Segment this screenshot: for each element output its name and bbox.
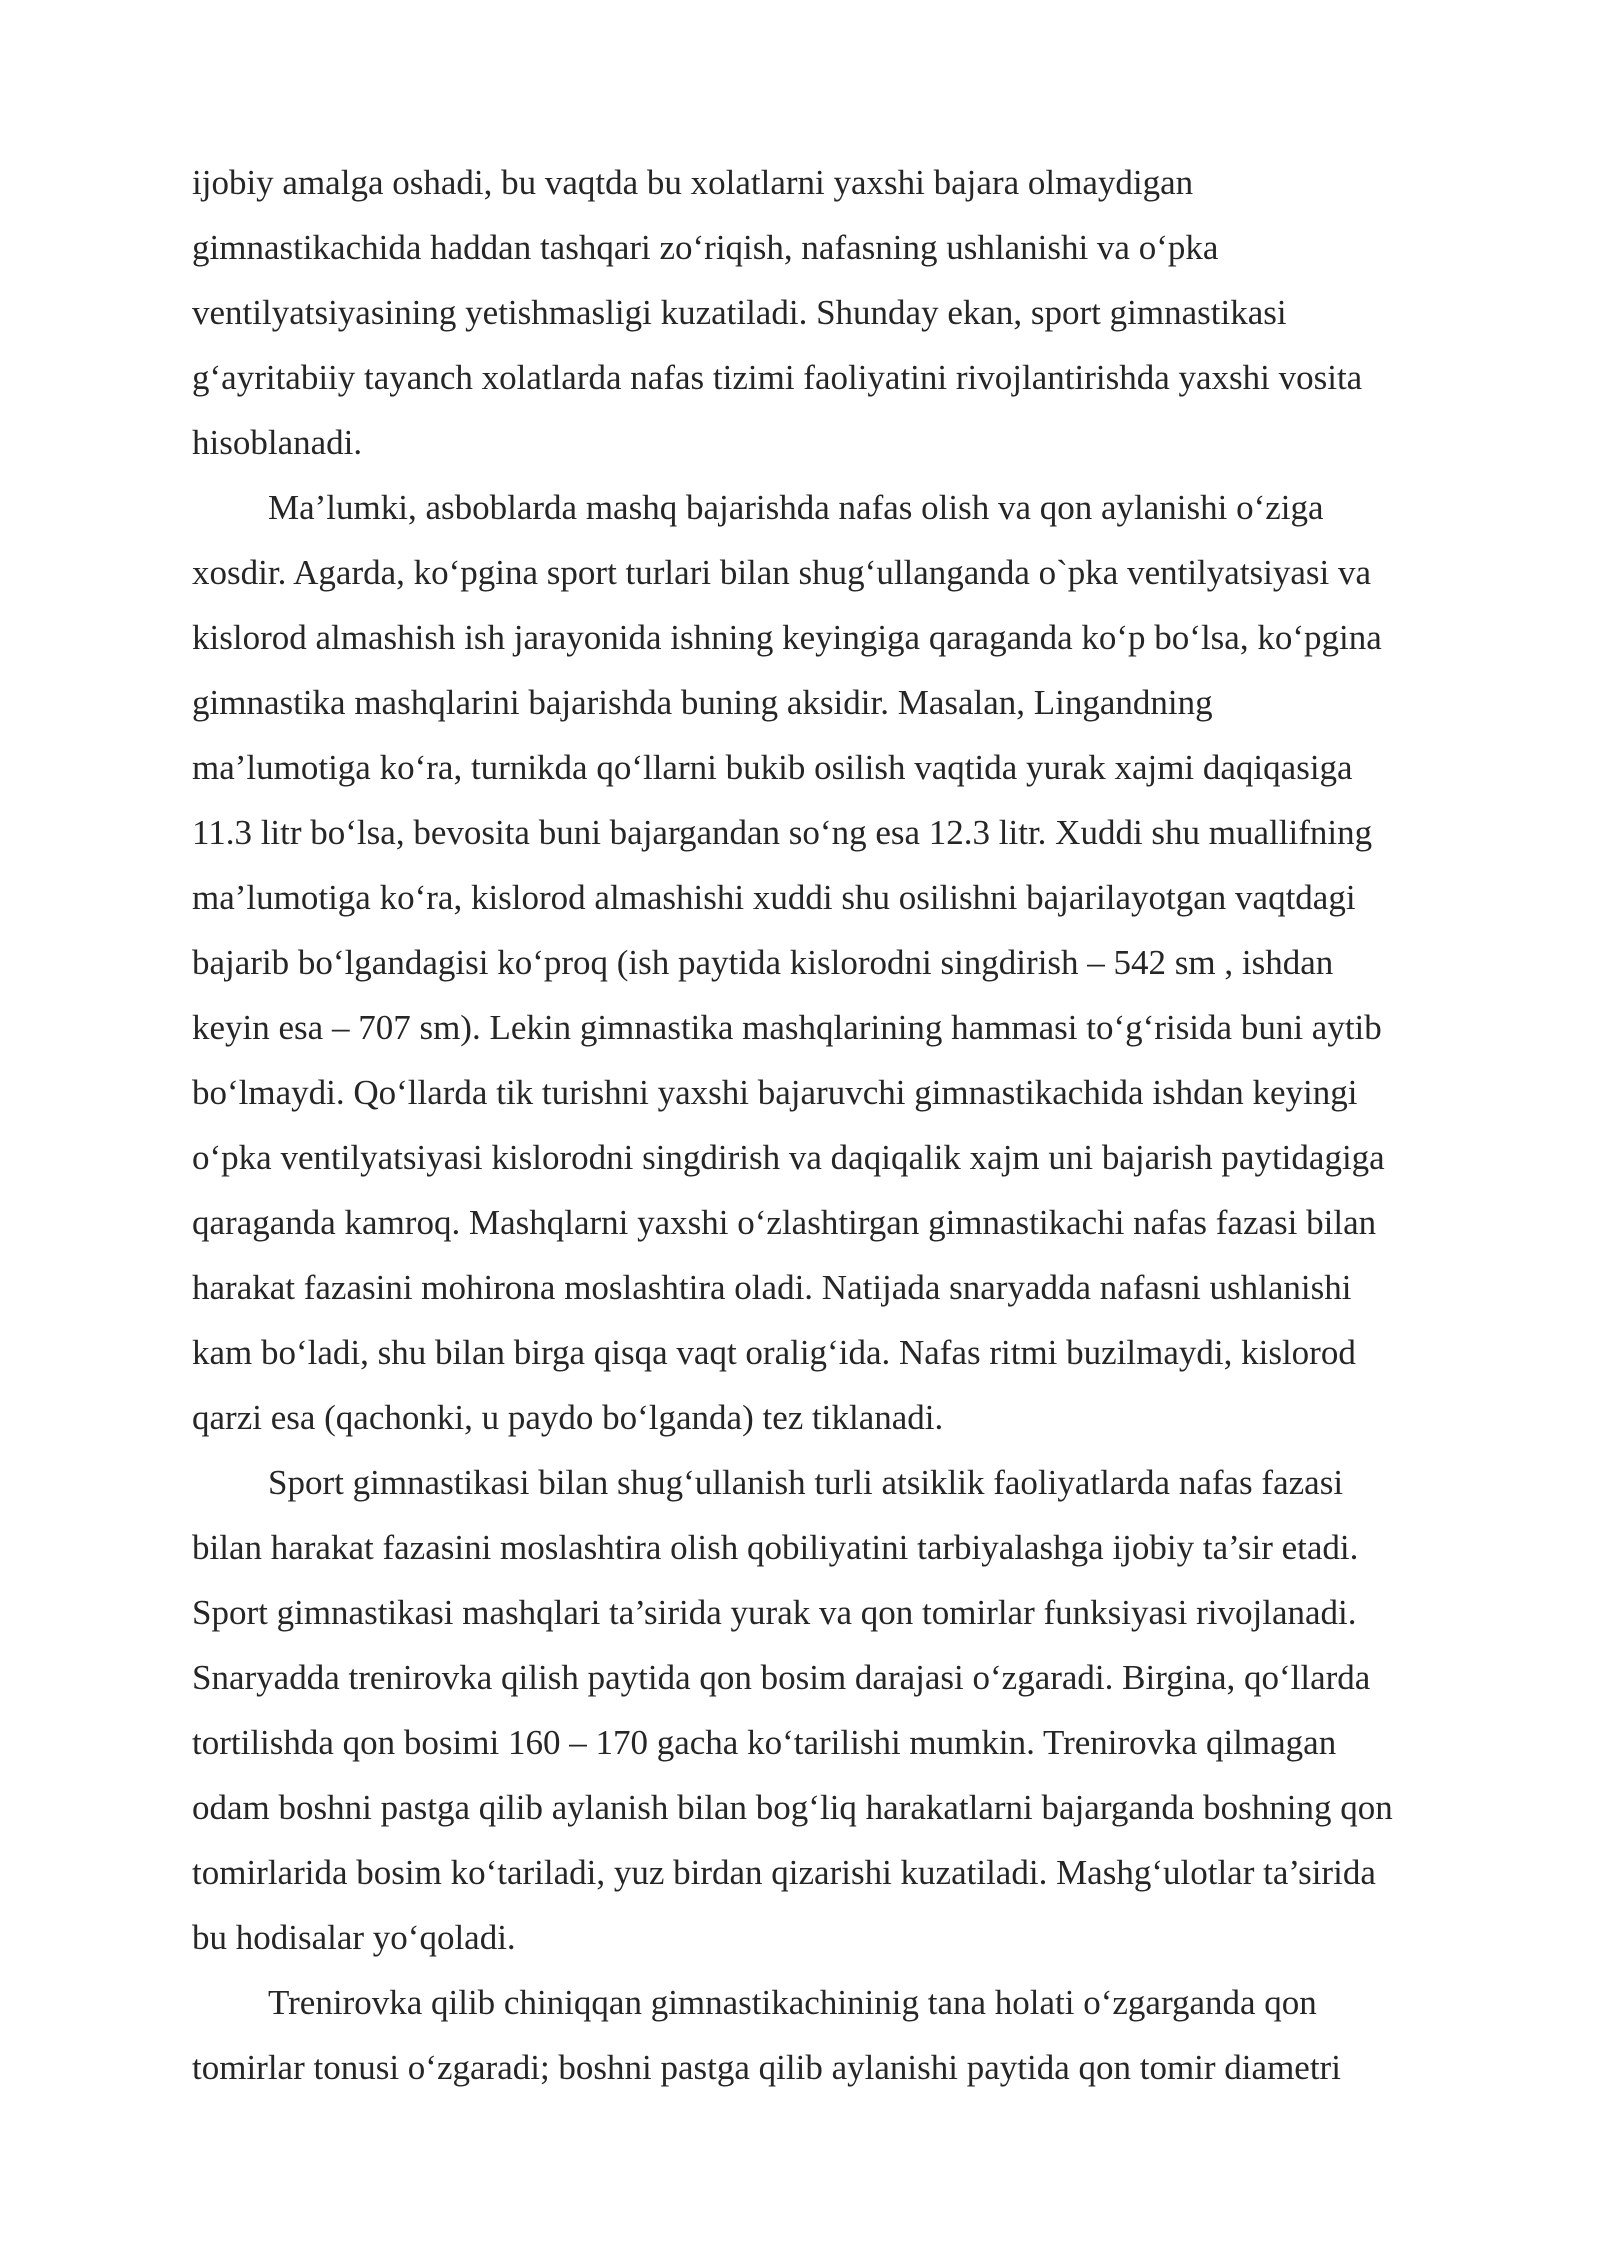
paragraph [192,475,1482,1450]
text-line: 11.3 litr bo‘lsa, bevosita buni bajargandan so‘ng esa 12.3 litr. Xuddi shu muallifning [192,813,1373,852]
text-line: o‘pka ventilyatsiyasi kislorodni singdirish va daqiqalik xajm uni bajarish paytidagiga [192,1138,1385,1177]
text-line: bilan harakat fazasini moslashtira olish qobiliyatini tarbiyalashga ijobiy ta’sir etadi. [192,1528,1359,1567]
text-line: tomirlarida bosim ko‘tariladi, yuz birdan qizarishi kuzatiladi. Mashg‘ulotlar ta’sirida [192,1853,1376,1892]
text-line: Ma’lumki, asboblarda mashq bajarishda nafas olish va qon aylanishi o‘ziga [268,488,1324,527]
text-line: harakat fazasini mohirona moslashtira oladi. Natijada snaryadda nafasni ushlanishi [192,1268,1352,1307]
text-line: hisoblanadi. [192,423,363,462]
text-line: ma’lumotiga ko‘ra, turnikda qo‘llarni bukib osilish vaqtida yurak xajmi daqiqasiga [192,748,1353,787]
text-line: qarzi esa (qachonki, u paydo bo‘lganda) tez tiklanadi. [192,1398,944,1437]
text-line: Snaryadda trenirovka qilish paytida qon bosim darajasi o‘zgaradi. Birgina, qo‘llarda [192,1658,1371,1697]
text-line: kam bo‘ladi, shu bilan birga qisqa vaqt oralig‘ida. Nafas ritmi buzilmaydi, kislorod [192,1333,1356,1372]
text-line: odam boshni pastga qilib aylanish bilan bog‘liq harakatlarni bajarganda boshning qon [192,1788,1393,1827]
text-line: tomirlar tonusi o‘zgaradi; boshni pastga qilib aylanishi paytida qon tomir diametri [192,2048,1341,2087]
text-line: ma’lumotiga ko‘ra, kislorod almashishi xuddi shu osilishni bajarilayotgan vaqtdagi [192,878,1356,917]
text-line: ijobiy amalga oshadi, bu vaqtda bu xolatlarni yaxshi bajara olmaydigan [192,163,1194,202]
text-line: kislorod almashish ish jarayonida ishning keyingiga qaraganda ko‘p bo‘lsa, ko‘pgina [192,618,1382,657]
text-line: tortilishda qon bosimi 160 – 170 gacha ko‘tarilishi mumkin. Trenirovka qilmagan [192,1723,1337,1762]
text-line: bu hodisalar yo‘qoladi. [192,1918,516,1957]
text-line: bo‘lmaydi. Qo‘llarda tik turishni yaxshi bajaruvchi gimnastikachida ishdan keyingi [192,1073,1358,1112]
paragraph [192,150,1482,475]
text-line: g‘ayritabiiy tayanch xolatlarda nafas tizimi faoliyatini rivojlantirishda yaxshi vosita [192,358,1363,397]
text-line: gimnastikachida haddan tashqari zo‘riqish, nafasning ushlanishi va o‘pka [192,228,1219,267]
text-line: xosdir. Agarda, ko‘pgina sport turlari bilan shug‘ullanganda o`pka ventilyatsiyasi va [192,553,1372,592]
text-line: qaraganda kamroq. Mashqlarni yaxshi o‘zlashtirgan gimnastikachi nafas fazasi bilan [192,1203,1377,1242]
paragraph [192,1970,1482,2100]
text-line: gimnastika mashqlarini bajarishda buning aksidir. Masalan, Lingandning [192,683,1213,722]
text-line: Trenirovka qilib chiniqqan gimnastikachininig tana holati o‘zgarganda qon [268,1983,1317,2022]
text-line: Sport gimnastikasi mashqlari ta’sirida yurak va qon tomirlar funksiyasi rivojlanadi. [192,1593,1357,1632]
text-line: ventilyatsiyasining yetishmasligi kuzatiladi. Shunday ekan, sport gimnastikasi [192,293,1287,332]
paragraph [192,1450,1482,1970]
document-body [192,150,1482,2100]
text-line: keyin esa – 707 sm). Lekin gimnastika mashqlarining hammasi to‘g‘risida buni aytib [192,1008,1382,1047]
text-line: bajarib bo‘lgandagisi ko‘proq (ish paytida kislorodni singdirish – 542 sm , ishdan [192,943,1334,982]
text-line: Sport gimnastikasi bilan shug‘ullanish turli atsiklik faoliyatlarda nafas fazasi [268,1463,1344,1502]
